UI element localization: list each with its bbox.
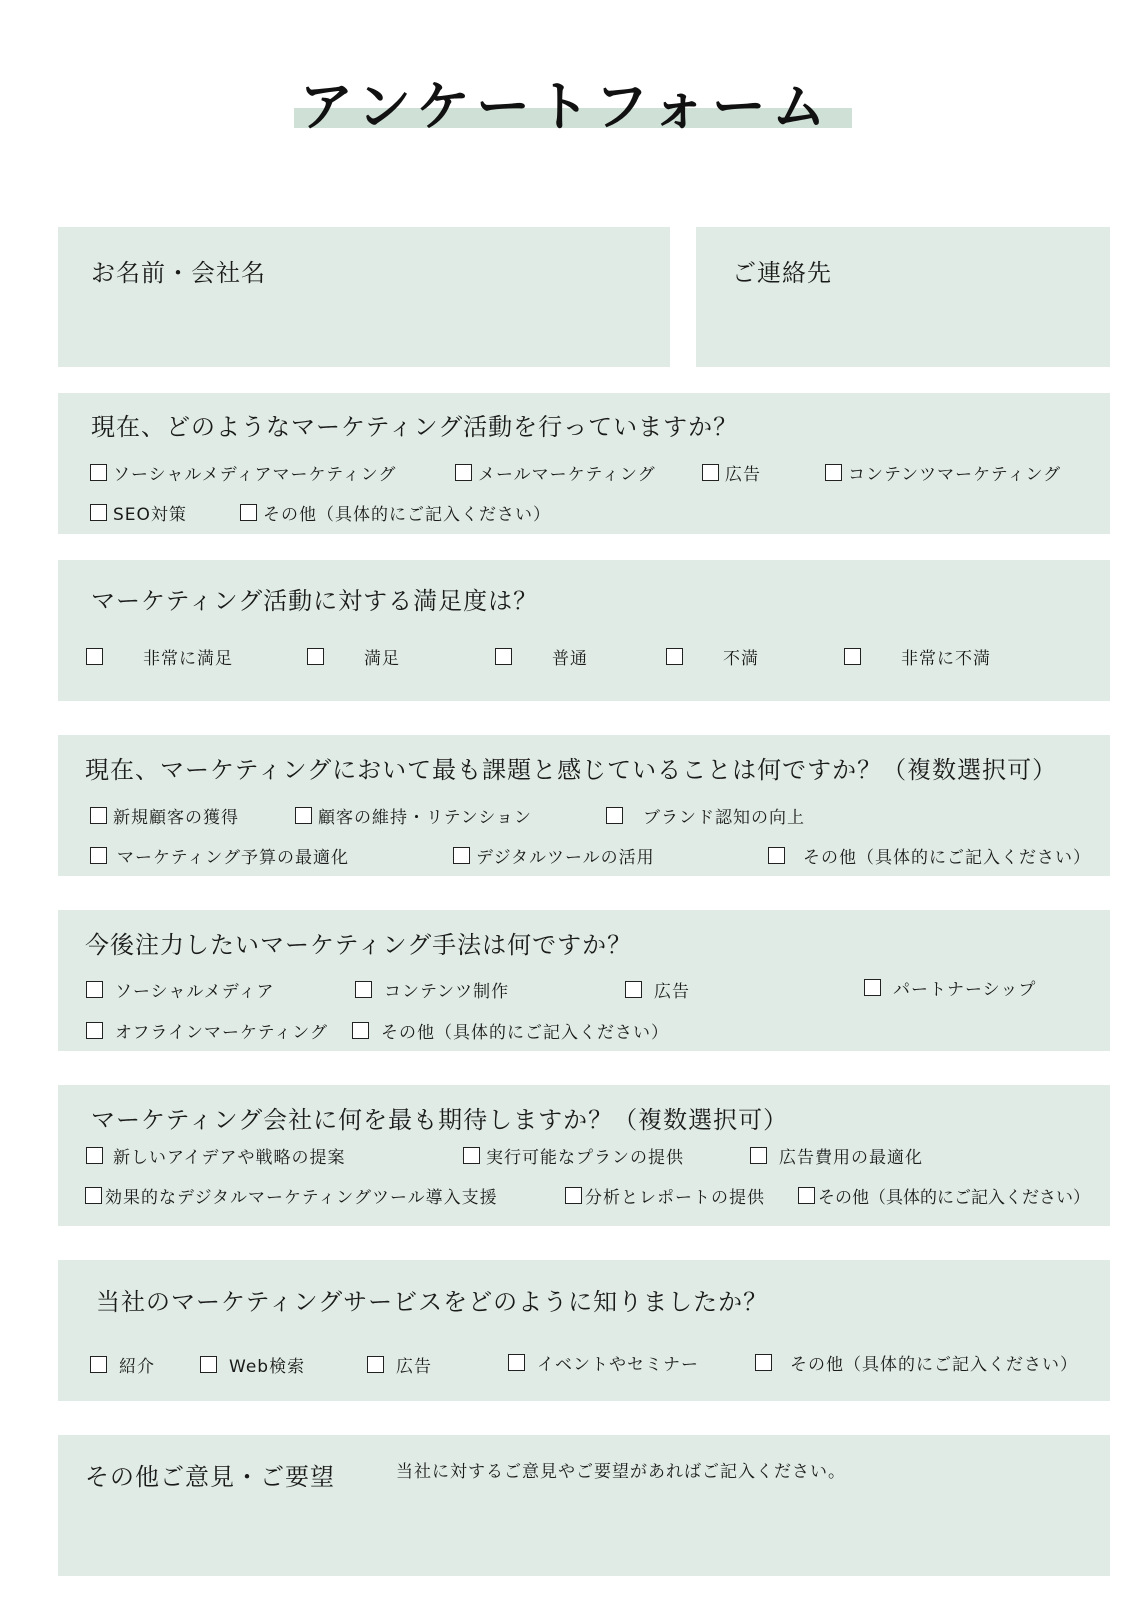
checkbox[interactable]: [295, 807, 312, 824]
option-label: コンテンツマーケティング: [848, 464, 1062, 485]
option-label: パートナーシップ: [893, 979, 1037, 1000]
q6-option[interactable]: [755, 1350, 1078, 1374]
checkbox[interactable]: [495, 648, 512, 665]
contact-label: ご連絡先: [732, 259, 832, 287]
title-area: [0, 60, 1131, 140]
option-label: 広告費用の最適化: [779, 1147, 923, 1168]
option-label: 不満: [723, 648, 759, 669]
q5-option[interactable]: [86, 1143, 345, 1167]
q6-panel: [58, 1260, 1110, 1401]
q3-option[interactable]: [90, 803, 239, 827]
option-label: 分析とレポートの提供: [585, 1187, 765, 1208]
option-label: SEO対策: [113, 504, 187, 525]
q1-option[interactable]: [90, 500, 187, 524]
q1-panel: [58, 393, 1110, 534]
option-label: 普通: [552, 648, 588, 669]
q2-option[interactable]: [86, 644, 233, 668]
option-label: 満足: [364, 648, 400, 669]
q3-option[interactable]: [295, 803, 532, 827]
q3-option[interactable]: [90, 843, 349, 867]
q2-option[interactable]: [666, 644, 759, 668]
checkbox[interactable]: [200, 1356, 217, 1373]
option-label: 顧客の維持・リテンション: [318, 807, 533, 828]
q6-option[interactable]: [367, 1352, 432, 1376]
option-label: ソーシャルメディア: [115, 981, 275, 1002]
checkbox[interactable]: [86, 981, 103, 998]
q6-option[interactable]: [508, 1350, 699, 1374]
q6-option[interactable]: [200, 1352, 305, 1376]
feedback-prompt: 当社に対するご意見やご要望があればご記入ください。: [396, 1462, 846, 1482]
checkbox[interactable]: [85, 1187, 102, 1204]
checkbox[interactable]: [666, 648, 683, 665]
q1-option[interactable]: [702, 460, 761, 484]
checkbox[interactable]: [750, 1147, 767, 1164]
checkbox[interactable]: [798, 1187, 815, 1204]
q4-option[interactable]: [355, 977, 509, 1001]
option-label: 非常に不満: [901, 648, 991, 669]
q3-option[interactable]: [453, 843, 655, 867]
checkbox[interactable]: [702, 464, 719, 481]
option-label: その他（具体的にご記入ください）: [818, 1187, 1090, 1208]
q4-panel: [58, 910, 1110, 1051]
feedback-field[interactable]: [58, 1435, 1110, 1576]
q5-option[interactable]: [565, 1183, 765, 1207]
checkbox[interactable]: [352, 1022, 369, 1039]
option-label: 広告: [725, 464, 761, 485]
q6-question: 当社のマーケティングサービスをどのように知りましたか？: [96, 1288, 769, 1316]
q1-question: 現在、どのようなマーケティング活動を行っていますか？: [91, 413, 739, 441]
option-label: コンテンツ制作: [384, 981, 510, 1002]
option-label: 広告: [654, 981, 690, 1002]
checkbox[interactable]: [455, 464, 472, 481]
q5-option[interactable]: [798, 1183, 1090, 1207]
option-label: 紹介: [119, 1356, 155, 1377]
page-title: アンケートフォーム: [299, 75, 832, 138]
q4-option[interactable]: [625, 977, 690, 1001]
checkbox[interactable]: [864, 979, 881, 996]
q2-panel: [58, 560, 1110, 701]
checkbox[interactable]: [606, 807, 623, 824]
checkbox[interactable]: [825, 464, 842, 481]
q2-option[interactable]: [307, 644, 400, 668]
checkbox[interactable]: [240, 504, 257, 521]
checkbox[interactable]: [307, 648, 324, 665]
checkbox[interactable]: [453, 847, 470, 864]
checkbox[interactable]: [755, 1354, 772, 1371]
option-label: その他（具体的にご記入ください）: [803, 847, 1091, 868]
q4-option[interactable]: [864, 975, 1036, 999]
checkbox[interactable]: [768, 847, 785, 864]
name-company-field[interactable]: [58, 227, 670, 367]
q5-option[interactable]: [85, 1183, 498, 1207]
option-label: ソーシャルメディアマーケティング: [113, 464, 397, 485]
option-label: 新しいアイデアや戦略の提案: [113, 1147, 346, 1168]
option-label: オフラインマーケティング: [115, 1022, 328, 1043]
checkbox[interactable]: [508, 1354, 525, 1371]
option-label: その他（具体的にご記入ください）: [263, 504, 551, 525]
checkbox[interactable]: [90, 504, 107, 521]
checkbox[interactable]: [90, 1356, 107, 1373]
option-label: Web検索: [229, 1356, 306, 1377]
checkbox[interactable]: [625, 981, 642, 998]
checkbox[interactable]: [90, 847, 107, 864]
option-label: イベントやセミナー: [537, 1354, 699, 1375]
option-label: ブランド認知の向上: [643, 807, 805, 828]
checkbox[interactable]: [90, 464, 107, 481]
q3-option[interactable]: [606, 803, 805, 827]
option-label: マーケティング予算の最適化: [117, 847, 349, 868]
q5-panel: [58, 1085, 1110, 1226]
q4-option[interactable]: [352, 1018, 669, 1042]
option-label: 新規顧客の獲得: [113, 807, 239, 828]
q4-option[interactable]: [86, 1018, 328, 1042]
checkbox[interactable]: [844, 648, 861, 665]
checkbox[interactable]: [367, 1356, 384, 1373]
checkbox[interactable]: [86, 1022, 103, 1039]
q1-option[interactable]: [455, 460, 656, 484]
feedback-label: その他ご意見・ご要望: [85, 1463, 335, 1491]
option-label: 広告: [396, 1356, 432, 1377]
checkbox[interactable]: [463, 1147, 480, 1164]
option-label: その他（具体的にご記入ください）: [790, 1354, 1078, 1375]
q2-option[interactable]: [495, 644, 588, 668]
option-label: 非常に満足: [143, 648, 233, 669]
option-label: 効果的なデジタルマーケティングツール導入支援: [105, 1187, 498, 1208]
checkbox[interactable]: [355, 981, 372, 998]
q1-option[interactable]: [825, 460, 1061, 484]
q4-option[interactable]: [86, 977, 274, 1001]
option-label: その他（具体的にご記入ください）: [381, 1022, 669, 1043]
q2-question: マーケティング活動に対する満足度は？: [91, 587, 539, 615]
q2-option[interactable]: [844, 644, 991, 668]
checkbox[interactable]: [86, 648, 103, 665]
checkbox[interactable]: [565, 1187, 582, 1204]
checkbox[interactable]: [86, 1147, 103, 1164]
q3-question: 現在、マーケティングにおいて最も課題と感じていることは何ですか？（複数選択可）: [85, 756, 1058, 784]
q6-option[interactable]: [90, 1352, 155, 1376]
q5-question: マーケティング会社に何を最も期待しますか？（複数選択可）: [91, 1106, 789, 1134]
q5-option[interactable]: [463, 1143, 684, 1167]
q5-option[interactable]: [750, 1143, 923, 1167]
q3-panel: [58, 735, 1110, 876]
name-company-label: お名前・会社名: [91, 259, 266, 287]
option-label: メールマーケティング: [478, 464, 656, 485]
q1-option[interactable]: [240, 500, 551, 524]
q1-option[interactable]: [90, 460, 396, 484]
checkbox[interactable]: [90, 807, 107, 824]
q4-question: 今後注力したいマーケティング手法は何ですか？: [85, 931, 633, 959]
q3-option[interactable]: [768, 843, 1091, 867]
option-label: 実行可能なプランの提供: [486, 1147, 684, 1168]
option-label: デジタルツールの活用: [476, 847, 655, 868]
contact-field[interactable]: [696, 227, 1110, 367]
